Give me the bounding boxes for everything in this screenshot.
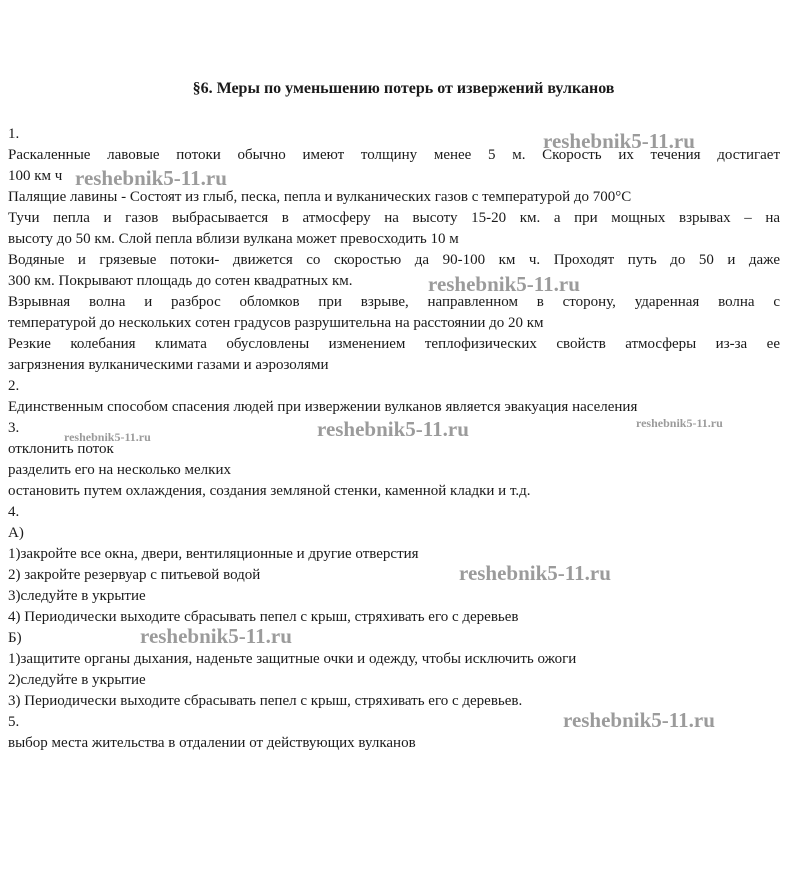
subsection-a: А) — [8, 525, 24, 541]
text-line: Резкие колебания климата обусловлены изменением теплофизических свойств атмосферы из-за ее — [8, 336, 780, 352]
watermark: reshebnik5-11.ru — [64, 430, 151, 444]
watermark: reshebnik5-11.ru — [317, 417, 469, 441]
text-line: 2) закройте резервуар с питьевой водой — [8, 567, 261, 583]
text-line: высоту до 50 км. Слой пепла вблизи вулкана может превосходить 10 м — [8, 231, 459, 247]
text-line: остановить путем охлаждения, создания земляной стенки, каменной кладки и т.д. — [8, 483, 531, 499]
section-number-4: 4. — [8, 504, 20, 520]
text-line: 3)следуйте в укрытие — [8, 588, 146, 604]
section-number-5: 5. — [8, 714, 20, 730]
text-line: 1)защитите органы дыхания, наденьте защитные очки и одежду, чтобы исключить ожоги — [8, 651, 577, 667]
watermark: reshebnik5-11.ru — [563, 708, 715, 732]
text-line: отклонить поток — [8, 441, 114, 457]
text-line: 100 км ч — [8, 168, 63, 184]
watermark: reshebnik5-11.ru — [75, 166, 227, 190]
text-line: Взрывная волна и разброс обломков при взрыве, направленном в сторону, ударенная волна с — [8, 294, 780, 310]
text-line: Палящие лавины - Состоят из глыб, песка, пепла и вулканических газов с температурой до 700°С — [8, 189, 632, 205]
text-line: 3) Периодически выходите сбрасывать пепел с крыш, стряхивать его с деревьев. — [8, 693, 523, 709]
text-line: температурой до нескольких сотен градусов разрушительна на расстоянии до 20 км — [8, 315, 544, 331]
section-number-1: 1. — [8, 126, 20, 142]
text-line: Тучи пепла и газов выбрасывается в атмосферу на высоту 15-20 км. а при мощных взрывах – на — [8, 210, 780, 226]
text-line: выбор места жительства в отдалении от действующих вулканов — [8, 735, 416, 751]
text-line: Единственным способом спасения людей при извержении вулканов является эвакуация населения — [8, 399, 638, 415]
page-title: §6. Меры по уменьшению потерь от извержений вулканов — [192, 80, 615, 97]
watermark: reshebnik5-11.ru — [543, 129, 695, 153]
watermark: reshebnik5-11.ru — [636, 416, 723, 430]
text-line: 2)следуйте в укрытие — [8, 672, 146, 688]
watermark: reshebnik5-11.ru — [428, 272, 580, 296]
watermark: reshebnik5-11.ru — [459, 561, 611, 585]
section-number-2: 2. — [8, 378, 20, 394]
text-line: 1)закройте все окна, двери, вентиляционные и другие отверстия — [8, 546, 419, 562]
watermark: reshebnik5-11.ru — [140, 624, 292, 648]
text-line: 300 км. Покрывают площадь до сотен квадратных км. — [8, 273, 353, 289]
text-line: Водяные и грязевые потоки- движется со скоростью да 90-100 км ч. Проходят путь до 50 и даже — [8, 252, 780, 268]
text-line: Раскаленные лавовые потоки обычно имеют толщину менее 5 м. Скорость их течения достигает — [8, 147, 780, 163]
section-number-3: 3. — [8, 420, 20, 436]
text-line: разделить его на несколько мелких — [8, 462, 231, 478]
text-line: 4) Периодически выходите сбрасывать пепел с крыш, стряхивать его с деревьев — [8, 609, 519, 625]
text-line: загрязнения вулканическими газами и аэрозолями — [8, 357, 329, 373]
subsection-b: Б) — [8, 630, 22, 646]
